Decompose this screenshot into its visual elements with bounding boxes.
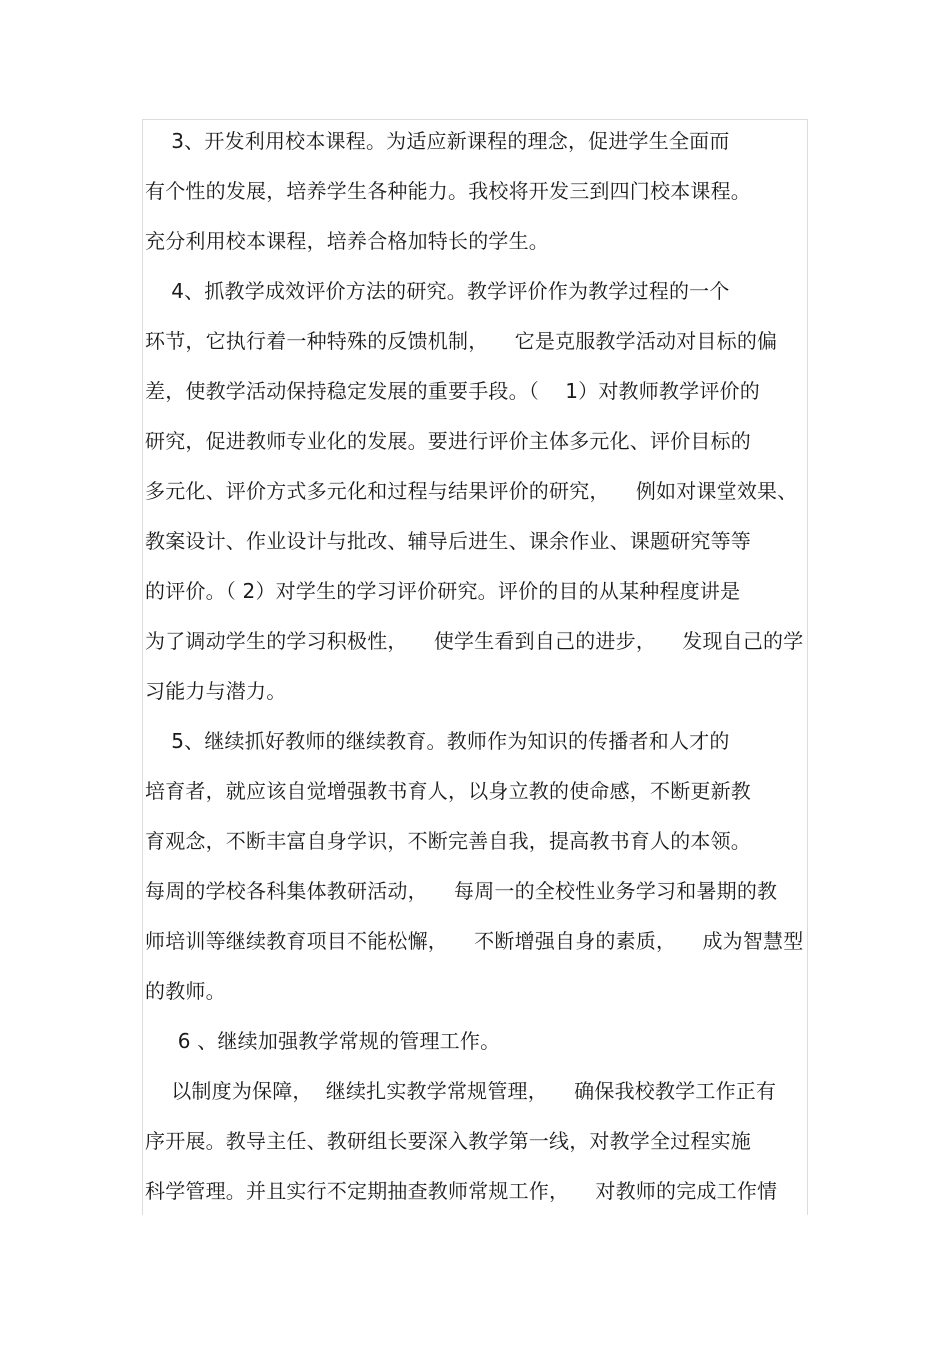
- text-line: 研究，促进教师专业化的发展。要进行评价主体多元化、评价目标的: [145, 429, 751, 453]
- text-line: 4、抓教学成效评价方法的研究。教学评价作为教学过程的一个: [145, 279, 730, 303]
- text-line: 每周的学校各科集体教研活动， 每周一的全校性业务学习和暑期的教: [145, 879, 778, 903]
- text-line: 5、继续抓好教师的继续教育。教师作为知识的传播者和人才的: [145, 729, 730, 753]
- text-line: 序开展。教导主任、教研组长要深入教学第一线，对教学全过程实施: [145, 1129, 751, 1153]
- text-line: 环节，它执行着一种特殊的反馈机制， 它是克服教学活动对目标的偏: [145, 329, 778, 353]
- text-line: 为了调动学生的学习积极性， 使学生看到自己的进步， 发现自己的学: [145, 629, 804, 653]
- text-line: 培育者，就应该自觉增强教书育人，以身立教的使命感，不断更新教: [145, 779, 751, 803]
- text-line: 差，使教学活动保持稳定发展的重要手段。（ 1）对教师教学评价的: [145, 379, 760, 403]
- text-line: 教案设计、作业设计与批改、辅导后进生、课余作业、课题研究等等: [145, 529, 751, 553]
- text-line: 科学管理。并且实行不定期抽查教师常规工作， 对教师的完成工作情: [145, 1179, 778, 1203]
- text-line: 以制度为保障， 继续扎实教学常规管理， 确保我校教学工作正有: [145, 1079, 777, 1103]
- text-line: 习能力与潜力。: [145, 679, 287, 703]
- text-line: 师培训等继续教育项目不能松懈， 不断增强自身的素质， 成为智慧型: [145, 929, 804, 953]
- text-line: 多元化、评价方式多元化和过程与结果评价的研究， 例如对课堂效果、: [145, 479, 798, 503]
- text-line: 育观念，不断丰富自身学识，不断完善自我，提高教书育人的本领。: [145, 829, 751, 853]
- text-line: 3、开发利用校本课程。为适应新课程的理念，促进学生全面而: [145, 129, 730, 153]
- text-line: 有个性的发展，培养学生各种能力。我校将开发三到四门校本课程。: [145, 179, 751, 203]
- text-line: 的教师。: [145, 979, 226, 1003]
- text-line: 6 、继续加强教学常规的管理工作。: [145, 1029, 501, 1053]
- text-line: 充分利用校本课程，培养合格加特长的学生。: [145, 229, 549, 253]
- text-line: 的评价。（ 2）对学生的学习评价研究。评价的目的从某种程度讲是: [145, 579, 741, 603]
